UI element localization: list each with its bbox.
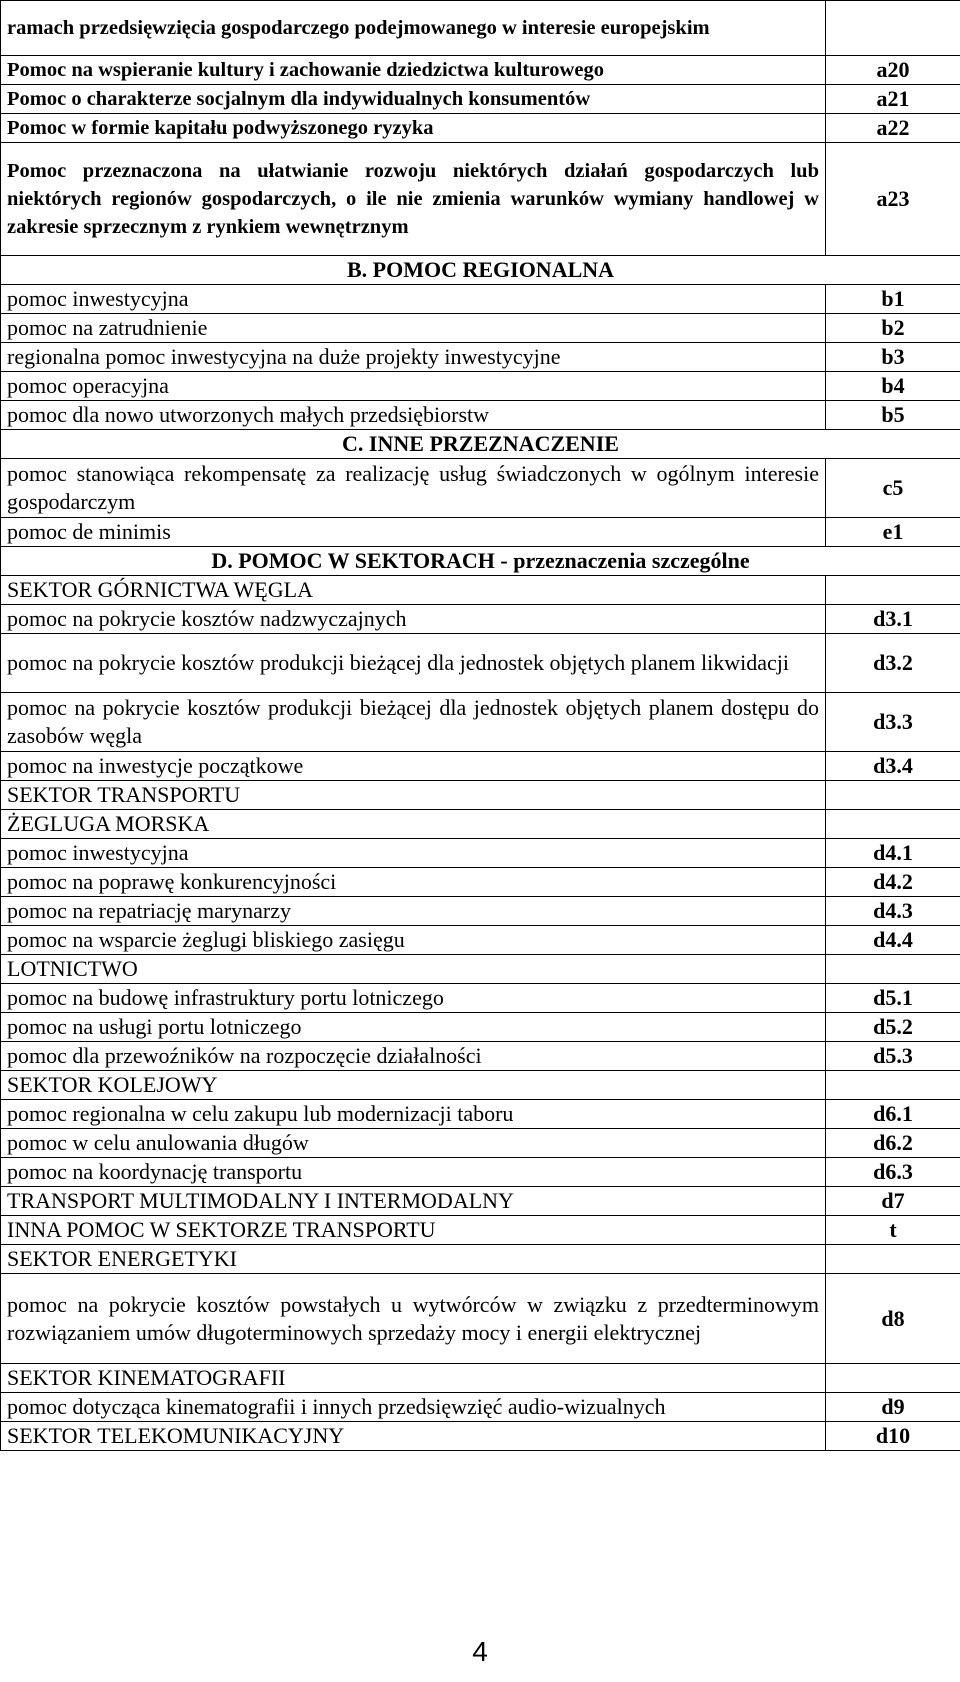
aid-description: pomoc na inwestycje początkowe (1, 752, 826, 781)
aid-code: d6.2 (826, 1129, 960, 1158)
table-row (1, 518, 960, 547)
aid-code: d3.2 (826, 634, 960, 693)
aid-code: a22 (826, 114, 960, 143)
aid-codes-table-body (1, 1, 960, 1451)
section-heading-row (1, 547, 960, 576)
sector-row (1, 1187, 960, 1216)
aid-description: Pomoc o charakterze socjalnym dla indywidualnych konsumentów (1, 85, 826, 114)
aid-code: d10 (826, 1422, 960, 1451)
aid-code: d4.1 (826, 839, 960, 868)
table-row (1, 56, 960, 85)
aid-description: pomoc na pokrycie kosztów nadzwyczajnych (1, 605, 826, 634)
sector-title: INNA POMOC W SEKTORZE TRANSPORTU (1, 1216, 826, 1245)
sector-title: TRANSPORT MULTIMODALNY I INTERMODALNY (1, 1187, 826, 1216)
table-row (1, 752, 960, 781)
section-heading-row (1, 256, 960, 285)
sector-row (1, 576, 960, 605)
aid-description: pomoc w celu anulowania długów (1, 1129, 826, 1158)
aid-code: a21 (826, 85, 960, 114)
aid-code: b5 (826, 401, 960, 430)
table-row (1, 285, 960, 314)
aid-code: b3 (826, 343, 960, 372)
aid-code: d6.3 (826, 1158, 960, 1187)
aid-description: pomoc na pokrycie kosztów produkcji bieżącej dla jednostek objętych planem likwidacji (1, 634, 826, 693)
aid-description: pomoc operacyjna (1, 372, 826, 401)
table-row (1, 868, 960, 897)
table-row (1, 1129, 960, 1158)
sector-title: SEKTOR GÓRNICTWA WĘGLA (1, 576, 826, 605)
aid-description: pomoc de minimis (1, 518, 826, 547)
aid-code: d5.2 (826, 1013, 960, 1042)
table-row (1, 1100, 960, 1129)
aid-description: pomoc na usługi portu lotniczego (1, 1013, 826, 1042)
table-row (1, 143, 960, 256)
table-row (1, 634, 960, 693)
table-row (1, 897, 960, 926)
aid-code (826, 1245, 960, 1274)
page-number: 4 (472, 1636, 488, 1667)
sector-row (1, 1245, 960, 1274)
aid-description: pomoc inwestycyjna (1, 839, 826, 868)
table-row (1, 401, 960, 430)
aid-code: d3.3 (826, 693, 960, 752)
aid-code: d7 (826, 1187, 960, 1216)
section-heading: B. POMOC REGIONALNA (1, 256, 960, 285)
aid-code: d4.3 (826, 897, 960, 926)
aid-description: pomoc na pokrycie kosztów powstałych u wytwórców w związku z przedterminowym rozwiązaniem umów długoterminowych sprzedaży mocy i energii elektrycznej (1, 1274, 826, 1364)
aid-description: pomoc na pokrycie kosztów produkcji bieżącej dla jednostek objętych planem dostępu do zasobów węgla (1, 693, 826, 752)
table-row (1, 1042, 960, 1071)
table-row (1, 114, 960, 143)
aid-code: a20 (826, 56, 960, 85)
aid-description: regionalna pomoc inwestycyjna na duże projekty inwestycyjne (1, 343, 826, 372)
sector-title: SEKTOR TRANSPORTU (1, 781, 826, 810)
table-row (1, 1, 960, 56)
aid-description: pomoc dla przewoźników na rozpoczęcie działalności (1, 1042, 826, 1071)
sector-title: ŻEGLUGA MORSKA (1, 810, 826, 839)
sector-title: SEKTOR ENERGETYKI (1, 1245, 826, 1274)
aid-code: b1 (826, 285, 960, 314)
table-row (1, 372, 960, 401)
aid-code: d9 (826, 1393, 960, 1422)
aid-description: pomoc na koordynację transportu (1, 1158, 826, 1187)
aid-code: e1 (826, 518, 960, 547)
table-row (1, 343, 960, 372)
sector-title: LOTNICTWO (1, 955, 826, 984)
aid-code: b4 (826, 372, 960, 401)
table-row (1, 605, 960, 634)
aid-description: pomoc dla nowo utworzonych małych przedsiębiorstw (1, 401, 826, 430)
section-heading-row (1, 430, 960, 459)
table-row (1, 1013, 960, 1042)
table-row (1, 85, 960, 114)
table-row (1, 314, 960, 343)
table-row (1, 984, 960, 1013)
aid-description: pomoc stanowiąca rekompensatę za realizację usług świadczonych w ogólnym interesie gospodarczym (1, 459, 826, 518)
sector-title: SEKTOR TELEKOMUNIKACYJNY (1, 1422, 826, 1451)
sector-title: SEKTOR KOLEJOWY (1, 1071, 826, 1100)
aid-code: a23 (826, 143, 960, 256)
table-row (1, 1393, 960, 1422)
sector-row (1, 1422, 960, 1451)
table-row (1, 839, 960, 868)
aid-code: d3.4 (826, 752, 960, 781)
aid-code: d6.1 (826, 1100, 960, 1129)
aid-code (826, 955, 960, 984)
aid-description: pomoc na budowę infrastruktury portu lotniczego (1, 984, 826, 1013)
sector-row (1, 1364, 960, 1393)
table-row (1, 926, 960, 955)
aid-description: pomoc dotycząca kinematografii i innych przedsięwzięć audio-wizualnych (1, 1393, 826, 1422)
aid-description: Pomoc w formie kapitału podwyższonego ryzyka (1, 114, 826, 143)
aid-code: b2 (826, 314, 960, 343)
aid-description: pomoc na repatriację marynarzy (1, 897, 826, 926)
aid-code: d5.3 (826, 1042, 960, 1071)
table-row (1, 459, 960, 518)
aid-code: t (826, 1216, 960, 1245)
aid-description: pomoc inwestycyjna (1, 285, 826, 314)
aid-code (826, 1071, 960, 1100)
aid-description: pomoc na poprawę konkurencyjności (1, 868, 826, 897)
aid-code (826, 1364, 960, 1393)
table-row (1, 1158, 960, 1187)
aid-description: Pomoc na wspieranie kultury i zachowanie dziedzictwa kulturowego (1, 56, 826, 85)
sector-row (1, 955, 960, 984)
aid-code (826, 1, 960, 56)
aid-code: c5 (826, 459, 960, 518)
aid-description: ramach przedsięwzięcia gospodarczego podejmowanego w interesie europejskim (1, 1, 826, 56)
sector-title: SEKTOR KINEMATOGRAFII (1, 1364, 826, 1393)
section-heading: C. INNE PRZEZNACZENIE (1, 430, 960, 459)
aid-code: d4.2 (826, 868, 960, 897)
section-heading: D. POMOC W SEKTORACH - przeznaczenia szczególne (1, 547, 960, 576)
aid-code: d5.1 (826, 984, 960, 1013)
aid-description: pomoc na wsparcie żeglugi bliskiego zasięgu (1, 926, 826, 955)
sector-row (1, 781, 960, 810)
aid-code: d3.1 (826, 605, 960, 634)
aid-code (826, 781, 960, 810)
aid-description: pomoc regionalna w celu zakupu lub modernizacji taboru (1, 1100, 826, 1129)
aid-code (826, 576, 960, 605)
aid-code (826, 810, 960, 839)
sector-row (1, 1216, 960, 1245)
table-row (1, 693, 960, 752)
aid-code: d4.4 (826, 926, 960, 955)
table-row (1, 1274, 960, 1364)
aid-description: Pomoc przeznaczona na ułatwianie rozwoju niektórych działań gospodarczych lub niektórych regionów gospodarczych, o ile nie zmienia warunków wymiany handlowej w zakresie sprzecznym z rynkiem wewnętrznym (1, 143, 826, 256)
aid-code: d8 (826, 1274, 960, 1364)
sector-row (1, 1071, 960, 1100)
sector-row (1, 810, 960, 839)
aid-description: pomoc na zatrudnienie (1, 314, 826, 343)
